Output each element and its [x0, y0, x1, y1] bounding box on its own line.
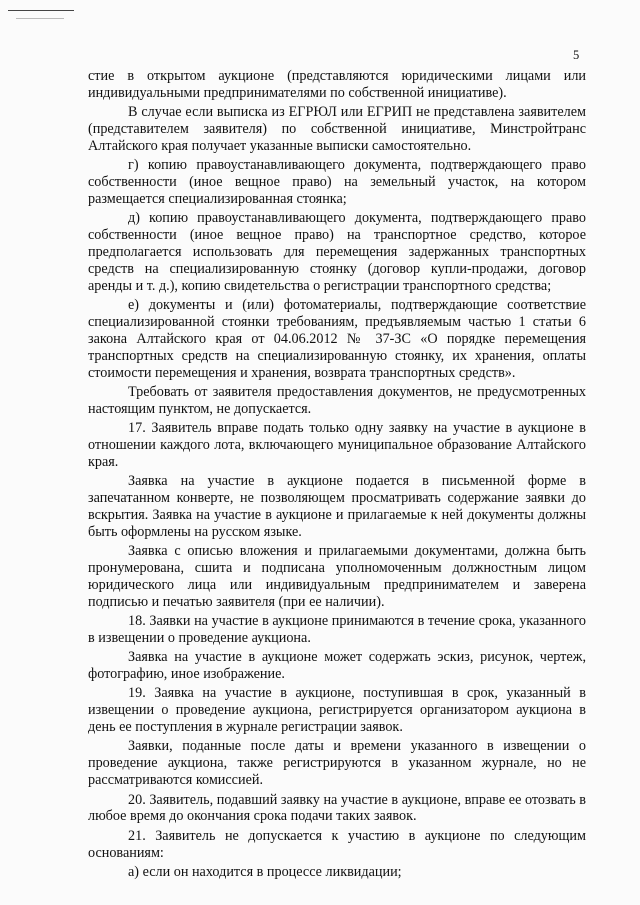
- paragraph: Заявка на участие в аукционе может содержать эскиз, рисунок, чертеж, фотографию, иное изображение.: [88, 649, 586, 683]
- paragraph: Заявки, поданные после даты и времени указанного в извещении о проведение аукциона, также регистрируются в указанном журнале, но не рассматриваются комиссией.: [88, 738, 586, 789]
- paragraph: д) копию правоустанавливающего документа, подтверждающего право собственности (иное вещное право) на транспортное средство, которое предполагается использовать для перемещения задержанных транспортных средств на специализированную стоянку (договор купли-продажи, договор аренды и т. д.), копию свидетельства о регистрации транспортного средства;: [88, 210, 586, 294]
- page-number: 5: [573, 48, 580, 62]
- paragraph: 19. Заявка на участие в аукционе, поступившая в срок, указанный в извещении о проведение аукциона, регистрируется организатором аукциона в день ее поступления в журнале регистрации заявок.: [88, 685, 586, 736]
- paragraph: а) если он находится в процессе ликвидации;: [128, 863, 402, 880]
- paragraph: В случае если выписка из ЕГРЮЛ или ЕГРИП не представлена заявителем (представителем заявителя) по собственной инициативе, Минстройтранс Алтайского края получает указанные выписки самостоятельно.: [88, 104, 586, 154]
- paragraph: 21. Заявитель не допускается к участию в аукционе по следующим основаниям:: [88, 827, 586, 861]
- paragraph: 20. Заявитель, подавший заявку на участие в аукционе, вправе ее отозвать в любое время до окончания срока подачи таких заявок.: [88, 791, 586, 825]
- document-body: [88, 68, 586, 883]
- paragraph: Заявка на участие в аукционе подается в письменной форме в запечатанном конверте, не позволяющем просматривать содержание заявки до вскрытия. Заявка на участие в аукционе и прилагаемые к ней документы должны быть оформлены на русском языке.: [88, 473, 586, 541]
- paragraph: г) копию правоустанавливающего документа, подтверждающего право собственности (иное вещное право) на земельный участок, на котором размещается специализированная стоянка;: [88, 157, 586, 208]
- paragraph: е) документы и (или) фотоматериалы, подтверждающие соответствие специализированной стоянки требованиям, предъявляемым частью 1 статьи 6 закона Алтайского края от 04.06.2012 № 37-ЗС «О порядке перемещения транспортных средств на специализированную стоянку, их хранения, оплаты стоимости перемещения и хранения, возврата транспортных средств».: [88, 297, 586, 381]
- paragraph: стие в открытом аукционе (представляются юридическими лицами или индивидуальными предпринимателями по собственной инициативе).: [88, 68, 586, 101]
- paragraph: Заявка с описью вложения и прилагаемыми документами, должна быть пронумерована, сшита и подписана уполномоченным должностным лицом юридического лица или индивидуальным предпринимателем и заверена подписью и печатью заявителя (при ее наличии).: [88, 543, 586, 611]
- paragraph: Требовать от заявителя предоставления документов, не предусмотренных настоящим пунктом, не допускается.: [88, 384, 586, 418]
- header-rule: [8, 10, 74, 11]
- paragraph: 18. Заявки на участие в аукционе принимаются в течение срока, указанного в извещении о проведение аукциона.: [88, 613, 586, 647]
- paragraph: 17. Заявитель вправе подать только одну заявку на участие в аукционе в отношении каждого лота, включающего муниципальное образование Алтайского края.: [88, 420, 586, 471]
- header-rule-faint: [16, 18, 64, 19]
